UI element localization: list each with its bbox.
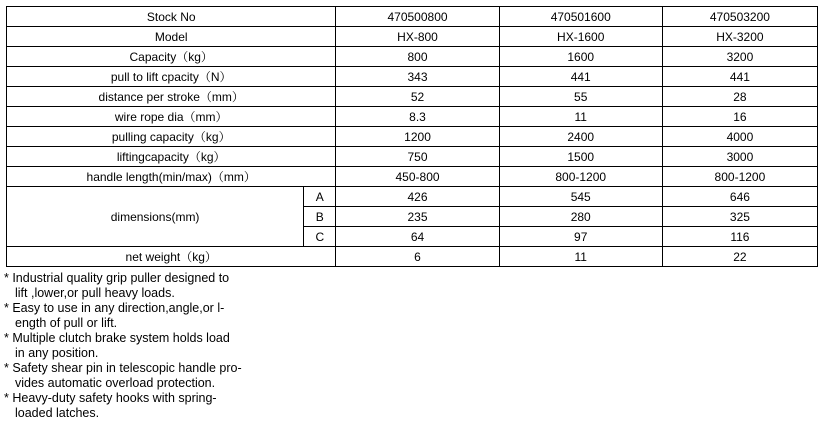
note-line: * Industrial quality grip puller designed to: [4, 271, 230, 285]
row-value: 800-1200: [499, 167, 662, 187]
dimension-sub-label: C: [304, 227, 336, 247]
row-label: liftingcapacity（kg）: [7, 147, 336, 167]
row-value: 800: [336, 47, 499, 67]
row-value: 441: [662, 67, 817, 87]
row-label: pull to lift cpacity（N）: [7, 67, 336, 87]
row-value: 97: [499, 227, 662, 247]
row-value: 470503200: [662, 7, 817, 27]
row-value: 6: [336, 247, 499, 267]
row-label: wire rope dia（mm）: [7, 107, 336, 127]
row-value: 545: [499, 187, 662, 207]
row-value: 325: [662, 207, 817, 227]
row-value: 3000: [662, 147, 817, 167]
row-value: 22: [662, 247, 817, 267]
row-value: 441: [499, 67, 662, 87]
row-value: 235: [336, 207, 499, 227]
note-line: * Multiple clutch brake system holds load: [4, 331, 230, 345]
row-value: 470501600: [499, 7, 662, 27]
row-value: 800-1200: [662, 167, 817, 187]
row-value: 116: [662, 227, 817, 247]
row-label: Model: [7, 27, 336, 47]
note-line: * Heavy-duty safety hooks with spring-: [4, 391, 217, 405]
table-row: [7, 127, 818, 147]
table-row: [7, 67, 818, 87]
feature-notes: [4, 271, 334, 421]
row-value: 750: [336, 147, 499, 167]
row-label: pulling capacity（kg）: [7, 127, 336, 147]
table-row: [7, 87, 818, 107]
dimension-sub-label: B: [304, 207, 336, 227]
row-value: HX-800: [336, 27, 499, 47]
table-row: [7, 147, 818, 167]
table-row: [7, 47, 818, 67]
note-line-continued: vides automatic overload protection.: [15, 376, 216, 390]
note-line-continued: lift ,lower,or pull heavy loads.: [15, 286, 175, 300]
row-value: 426: [336, 187, 499, 207]
row-value: 16: [662, 107, 817, 127]
row-value: 55: [499, 87, 662, 107]
table-row-dimensions-a: [7, 187, 818, 207]
row-value: 343: [336, 67, 499, 87]
specification-table: [6, 6, 818, 267]
row-value: 4000: [662, 127, 817, 147]
row-value: 1200: [336, 127, 499, 147]
row-value: 3200: [662, 47, 817, 67]
row-value: 1600: [499, 47, 662, 67]
row-value: 52: [336, 87, 499, 107]
row-label: Stock No: [7, 7, 336, 27]
row-label: handle length(min/max)（mm）: [7, 167, 336, 187]
row-value: 64: [336, 227, 499, 247]
dimension-sub-label: A: [304, 187, 336, 207]
row-value: 2400: [499, 127, 662, 147]
row-label: Capacity（kg）: [7, 47, 336, 67]
row-value: 11: [499, 247, 662, 267]
dimensions-label: dimensions(mm): [7, 187, 304, 247]
note-line: * Safety shear pin in telescopic handle pro-: [4, 361, 242, 375]
row-value: 470500800: [336, 7, 499, 27]
spec-sheet: [0, 6, 826, 428]
row-value: 1500: [499, 147, 662, 167]
table-row: [7, 7, 818, 27]
row-value: 450-800: [336, 167, 499, 187]
table-row: [7, 27, 818, 47]
row-label: distance per stroke（mm）: [7, 87, 336, 107]
row-value: HX-1600: [499, 27, 662, 47]
row-value: HX-3200: [662, 27, 817, 47]
note-line: * Easy to use in any direction,angle,or l-: [4, 301, 225, 315]
row-value: 28: [662, 87, 817, 107]
note-line-continued: loaded latches.: [15, 406, 100, 420]
row-label: net weight（kg）: [7, 247, 336, 267]
row-value: 280: [499, 207, 662, 227]
table-row-net-weight: [7, 247, 818, 267]
table-row: [7, 107, 818, 127]
row-value: 11: [499, 107, 662, 127]
note-line-continued: ength of pull or lift.: [15, 316, 118, 330]
note-line-continued: in any position.: [15, 346, 99, 360]
row-value: 8.3: [336, 107, 499, 127]
row-value: 646: [662, 187, 817, 207]
table-row: [7, 167, 818, 187]
